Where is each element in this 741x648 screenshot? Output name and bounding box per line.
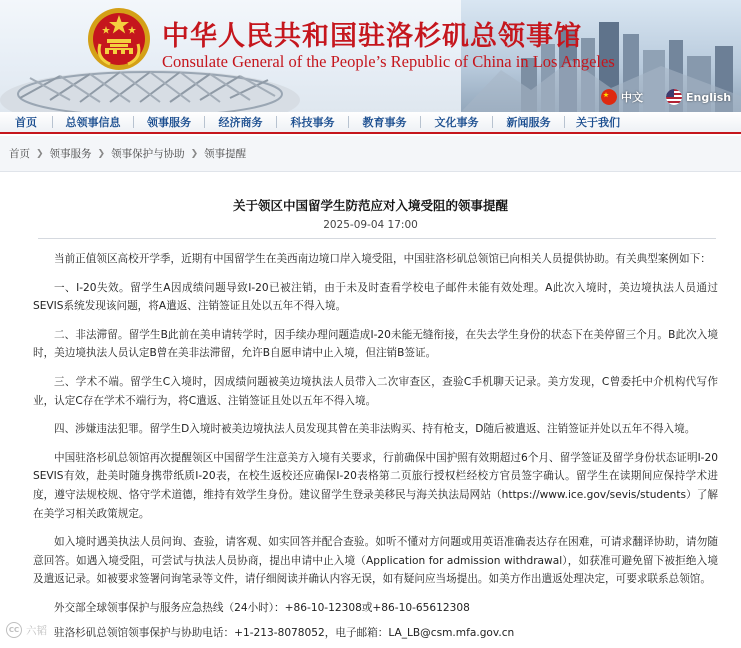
watermark-text: 六韬	[26, 624, 47, 637]
chevron-right-icon: ❯	[36, 148, 44, 159]
article-paragraph-reminder: 中国驻洛杉矶总领馆再次提醒领区中国留学生注意美方入境有关要求，行前确保中国护照有效期超过6个月、留学签证及留学身份状态证明I-20 SEVIS有效，赴美时随身携带纸质I-20表，在校生返校还应确保I-20表格第二页旅行授权栏经校方官员签字确认。留学生在读期间应保持学术进度，遵守法规校规、恪守学术道德，维持有效学生身份。建议留学生登录美移民与海关执法局网站（https://www.ice.gov/sevis/students）了解在美学习相关政策规定。	[33, 451, 718, 520]
article-paragraph-advice: 如入境时遇美执法人员问询、查验，请客观、如实回答并配合查验。如听不懂对方问题或用英语准确表达存在困难，可请求翻译协助，请勿随意回答。如遇入境受阻，可尝试与执法人员协商，提出申请中止入境（Application for admission withdrawal），如获准可避免留下被拒绝入境及遣返记录。如被要求签署问询笔录等文件，请仔细阅读并确认内容无误，如有疑问应当场提出。如美方作出遣返处理决定，可要求联系总领馆。	[33, 536, 718, 586]
breadcrumb	[0, 136, 741, 172]
nav-economic-commercial[interactable]: 经济商务	[218, 116, 263, 129]
article-paragraph-intro: 当前正值领区高校开学季，近期有中国留学生在美西南边境口岸入境受阻，中国驻洛杉矶总领馆已向相关人员提供协助。有关典型案例如下：	[54, 253, 711, 265]
watermark-badge: CC	[6, 622, 22, 638]
article-body	[33, 250, 718, 648]
language-english-label: English	[686, 90, 732, 104]
china-flag-icon	[601, 89, 617, 105]
nav-news-service[interactable]: 新闻服务	[506, 116, 551, 129]
us-flag-icon	[666, 89, 682, 105]
nav-home[interactable]: 首页	[15, 116, 37, 129]
language-english-link[interactable]	[666, 89, 731, 105]
language-chinese-label: 中文	[621, 91, 643, 104]
article-paragraph-case-4: 四、涉嫌违法犯罪。留学生D入境时被美边境执法人员发现其曾在美非法购买、持有枪支，D随后被遣返、注销签证并处以五年不得入境。	[54, 423, 696, 436]
watermark	[6, 622, 47, 638]
article-paragraph-case-2: 二、非法滞留。留学生B此前在美申请转学时，因手续办理问题造成I-20未能无缝衔接，在失去学生身份的状态下在美停留三个月。B此次入境时，美边境执法人员认定B曾在美非法滞留，允许B自愿申请中止入境，但注销B签证。	[33, 328, 718, 360]
nav-education[interactable]: 教育事务	[362, 116, 407, 129]
breadcrumb-consular-services[interactable]: 领事服务	[49, 148, 92, 160]
nav-consular-services[interactable]: 领事服务	[147, 116, 191, 129]
nav-consul-general-info[interactable]: 总领事信息	[65, 116, 121, 129]
site-banner	[0, 0, 741, 112]
title-divider	[38, 238, 716, 239]
nav-about-us[interactable]: 关于我们	[576, 116, 620, 129]
article-paragraph-case-1: 一、I-20失效。留学生A因成绩问题导致I-20已被注销，由于未及时查看学校电子邮件未能有效处理。A此次入境时，美边境执法人员通过SEVIS系统发现该问题，将A遣返、注销签证且处以五年不得入境。	[33, 281, 718, 313]
site-title-english: Consulate General of the People’s Republic of China in Los Angeles	[162, 52, 615, 71]
chevron-right-icon: ❯	[190, 148, 199, 159]
breadcrumb-home[interactable]: 首页	[9, 148, 30, 160]
national-emblem	[86, 6, 152, 72]
article-title: 关于领区中国留学生防范应对入境受阻的领事提醒	[232, 198, 508, 213]
main-navigation	[0, 112, 741, 134]
article-date: 2025-09-04 17:00	[323, 219, 418, 231]
article-paragraph-case-3: 三、学术不端。留学生C入境时，因成绩问题被美边境执法人员带入二次审查区，查验C手机聊天记录。美方发现，C曾委托中介机构代写作业，认定C存在学术不端行为，将C遣返、注销签证且处以五年不得入境。	[33, 375, 718, 407]
chevron-right-icon: ❯	[97, 148, 106, 159]
article-hotline: 外交部全球领事保护与服务应急热线（24小时）：+86-10-12308或+86-10-65612308	[54, 601, 470, 614]
site-title-chinese: 中华人民共和国驻洛杉矶总领事馆	[162, 21, 582, 52]
language-chinese-link[interactable]	[601, 89, 643, 105]
article-contact: 驻洛杉矶总领馆领事保护与协助电话：+1-213-8078052，电子邮箱：LA_LB@csm.mfa.gov.cn	[54, 626, 515, 639]
breadcrumb-consular-reminders[interactable]: 领事提醒	[204, 148, 247, 160]
nav-culture[interactable]: 文化事务	[434, 116, 479, 129]
nav-science-technology[interactable]: 科技事务	[290, 116, 335, 129]
breadcrumb-consular-protection[interactable]: 领事保护与协助	[111, 148, 185, 160]
